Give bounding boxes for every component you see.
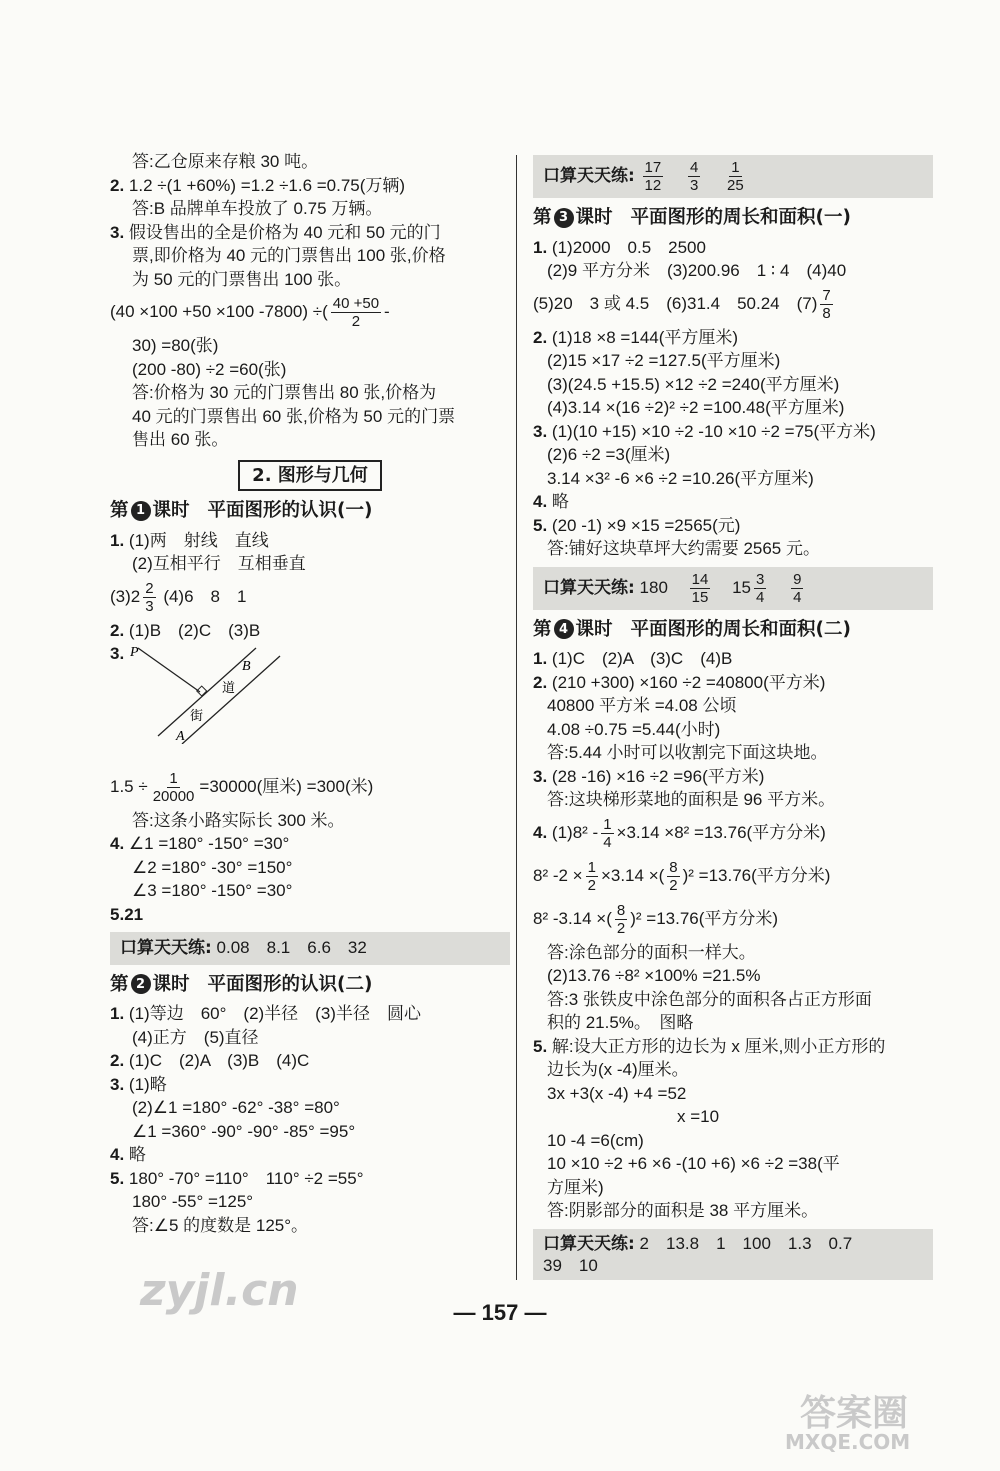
text-line: 边长为(x -4)厘米。 — [547, 1060, 689, 1079]
lesson-number-badge: 4 — [554, 619, 574, 639]
text-line: (2)9 平方分米 (3)200.96 1 ∶ 4 (4)40 — [547, 261, 847, 280]
formula-text: (40 ×100 +50 ×100 -7800) ÷( — [110, 301, 328, 321]
question-number: 1. — [533, 237, 548, 257]
formula-line: (28 -16) ×16 ÷2 =96(平方米) — [551, 766, 765, 786]
lesson-heading-3 — [533, 206, 933, 230]
lesson-prefix: 第 — [110, 500, 129, 521]
label-a: A — [176, 728, 185, 744]
answer-line: 售出 60 张。 — [132, 430, 229, 449]
fraction — [688, 159, 700, 194]
formula-line: 180° -55° =125° — [132, 1192, 254, 1211]
formula-line: 180° -70° =110° 110° ÷2 =55° — [128, 1168, 364, 1188]
question-number: 3. — [110, 222, 125, 242]
formula-text: )² =13.76(平方分米) — [682, 865, 831, 885]
lesson-number-badge: 3 — [554, 208, 574, 228]
denominator: 25 — [727, 177, 744, 194]
mental-math-answers: 0.08 8.1 6.6 32 — [216, 938, 367, 957]
denominator: 2 — [587, 876, 596, 894]
label-jie: 街 — [190, 708, 204, 724]
formula-line: 4.08 ÷0.75 =5.44(小时) — [547, 719, 721, 739]
formula-line: 30) =80(张) — [132, 336, 219, 355]
formula-text: (4)6 8 1 — [163, 586, 247, 606]
text-line: (1)两 射线 直线 — [128, 530, 269, 550]
question-number: 2. — [533, 327, 548, 347]
text-line: (2)互相平行 互相垂直 — [132, 554, 306, 573]
formula-line: (200 -80) ÷2 =60(张) — [132, 359, 287, 379]
mental-math-box — [110, 932, 510, 965]
formula-text: ×3.14 ×( — [600, 865, 665, 885]
lesson-suffix: 课时 — [575, 207, 613, 228]
formula-line: 3.14 ×3² -6 ×6 ÷2 =10.26(平方厘米) — [547, 468, 814, 488]
answer-line: 答:这条小路实际长 300 米。 — [132, 810, 345, 830]
section-title: 2. 图形与几何 — [238, 460, 382, 492]
mental-math-box — [533, 1229, 933, 1280]
numerator: 4 — [689, 159, 699, 176]
fraction — [690, 571, 711, 606]
formula-line: (2)15 ×17 ÷2 =127.5(平方厘米) — [547, 351, 781, 370]
formula-line: (2)∠1 =180° -62° -38° =80° — [132, 1098, 340, 1117]
lesson-suffix: 课时 — [152, 500, 190, 521]
question-number: 1. — [533, 649, 548, 668]
answer-line: 积的 21.5%。 图略 — [547, 1013, 694, 1032]
denominator: 4 — [756, 588, 765, 606]
formula-line: 10 ×10 ÷2 +6 ×6 -(10 +6) ×6 ÷2 =38(平 — [547, 1154, 840, 1173]
formula-line: (20 -1) ×9 ×15 =2565(元) — [551, 515, 741, 535]
text-line: (1)C (2)A (3)B (4)C — [128, 1051, 310, 1070]
text-line: (1)B (2)C (3)B — [128, 620, 261, 640]
formula-line: 10 -4 =6(cm) — [547, 1130, 644, 1150]
denominator: 15 — [691, 588, 709, 606]
formula-line: 3x +3(x -4) +4 =52 — [547, 1083, 687, 1103]
lesson-prefix: 第 — [110, 973, 129, 995]
formula-line: (210 +300) ×160 ÷2 =40800(平方米) — [551, 672, 826, 692]
formula-line — [533, 812, 933, 855]
denominator: 3 — [689, 177, 699, 194]
lesson-heading-2 — [110, 973, 510, 997]
text-line: (1)略 — [128, 1074, 167, 1094]
formula-line: 1.2 ÷(1 +60%) =1.2 ÷1.6 =0.75(万辆) — [128, 175, 406, 195]
question-number: 3. — [533, 766, 548, 786]
text-line: (4)正方 (5)直径 — [132, 1027, 259, 1047]
left-column — [110, 150, 510, 1237]
fraction — [331, 295, 381, 330]
watermark-right-cn: 答案圈 — [800, 1393, 909, 1434]
numerator: 8 — [669, 858, 678, 876]
fraction — [586, 859, 598, 894]
fraction — [151, 770, 197, 805]
lesson-prefix: 第 — [533, 207, 552, 228]
fraction — [143, 580, 155, 615]
numerator: 17 — [644, 159, 662, 176]
street-diagram — [110, 644, 510, 766]
numerator: 9 — [793, 570, 802, 588]
mixed-number-whole: 15 — [732, 577, 751, 597]
text-line: 略 — [128, 1145, 146, 1164]
text-line: 为 50 元的门票售出 100 张。 — [132, 269, 352, 289]
text-line: (1)2000 0.5 2500 — [551, 237, 706, 257]
formula-line: ∠3 =180° -150° =30° — [132, 881, 293, 900]
text-line: 假设售出的全是价格为 40 元和 50 元的门 — [128, 222, 441, 242]
denominator: 2 — [669, 876, 678, 894]
answer-line: 40 元的门票售出 60 张,价格为 50 元的门票 — [132, 406, 456, 426]
question-number: 3. — [110, 644, 125, 663]
formula-text: (1)8² - — [551, 822, 599, 842]
question-number: 4. — [533, 492, 548, 511]
answer-line: 答:铺好这块草坪大约需要 2565 元。 — [547, 539, 820, 558]
path-line — [138, 648, 200, 692]
answer-line: 答:这块梯形菜地的面积是 96 平方米。 — [547, 790, 836, 809]
lesson-prefix: 第 — [533, 618, 552, 640]
label-dao: 道 — [222, 680, 236, 696]
formula-line: (3)(24.5 +15.5) ×12 ÷2 =240(平方厘米) — [547, 374, 840, 394]
question-number: 4. — [110, 834, 125, 853]
column-divider — [516, 155, 517, 1280]
watermark-left: zyjl.cn — [140, 1265, 299, 1316]
lesson-suffix: 课时 — [152, 973, 190, 995]
numerator: 7 — [822, 286, 831, 304]
text-line: (1)等边 60° (2)半径 (3)半径 圆心 — [128, 1004, 421, 1023]
text-line: (1)C (2)A (3)C (4)B — [551, 649, 733, 668]
numerator: 2 — [145, 579, 154, 597]
question-number: 2. — [110, 1051, 125, 1070]
mental-math-answer: 180 — [639, 577, 668, 597]
formula-line: 40800 平方米 =4.08 公顷 — [547, 696, 737, 715]
fraction — [601, 816, 613, 851]
formula-text: (5)20 3 或 4.5 (6)31.4 50.24 (7) — [533, 293, 818, 313]
question-number: 5. — [533, 515, 548, 535]
lesson-heading-1 — [110, 499, 510, 523]
lesson-suffix: 课时 — [575, 618, 613, 640]
formula-line: ∠1 =180° -150° =30° — [128, 834, 290, 853]
numerator: 14 — [691, 570, 709, 588]
formula-text: 1.5 ÷ — [110, 776, 148, 796]
question-number: 2. — [533, 672, 548, 692]
lesson-title: 平面图形的认识(一) — [207, 500, 373, 521]
mental-math-box — [533, 155, 933, 198]
formula-line: (2)13.76 ÷8² ×100% =21.5% — [547, 966, 761, 985]
mental-math-label: 口算天天练: — [543, 577, 635, 598]
page-number: — 157 — — [453, 1300, 547, 1325]
lesson-number-badge: 1 — [131, 501, 151, 521]
answer-line: 答:阴影部分的面积是 38 平方厘米。 — [547, 1201, 819, 1220]
numerator: 1 — [603, 815, 612, 833]
denominator: 2 — [351, 313, 361, 330]
formula-line — [110, 576, 510, 619]
question-number: 4. — [533, 822, 548, 842]
denominator: 4 — [603, 833, 612, 851]
formula-text: =30000(厘米) =300(米) — [199, 776, 374, 796]
answer-line: 答:3 张铁皮中涂色部分的面积各占正方形面 — [547, 989, 872, 1009]
street-diagram-svg — [130, 644, 330, 744]
formula-line — [110, 766, 510, 809]
lesson-title: 平面图形的周长和面积(二) — [630, 618, 851, 640]
formula-text: )² =13.76(平方分米) — [630, 908, 779, 928]
lesson-heading-4 — [533, 618, 933, 642]
numerator: 8 — [616, 901, 626, 919]
right-column — [533, 150, 933, 1286]
question-number: 5. — [110, 1168, 125, 1188]
watermark-right-en: MXQE.COM — [785, 1430, 911, 1454]
fraction — [615, 902, 627, 937]
mental-math-answers: 2 13.8 1 100 1.3 0.7 — [639, 1233, 853, 1253]
mental-math-box — [533, 567, 933, 610]
fraction — [820, 287, 832, 322]
formula-line — [533, 283, 933, 326]
question-number: 3. — [533, 421, 548, 441]
formula-text: 8² -3.14 ×( — [533, 908, 612, 928]
answer-line: 答:涂色部分的面积一样大。 — [547, 942, 756, 962]
numerator: 40 +50 — [332, 295, 380, 312]
question-number: 1. — [110, 1004, 125, 1023]
formula-line: (1)(10 +15) ×10 ÷2 -10 ×10 ÷2 =75(平方米) — [551, 421, 876, 441]
answer-line: 答:乙仓原来存粮 30 吨。 — [132, 152, 319, 171]
fraction — [725, 159, 746, 194]
section-heading — [110, 460, 510, 492]
formula-line — [533, 855, 933, 898]
formula-line: (4)3.14 ×(16 ÷2)² ÷2 =100.48(平方厘米) — [547, 398, 845, 417]
formula-line — [110, 291, 510, 334]
fraction — [754, 571, 766, 606]
denominator: 3 — [145, 597, 154, 615]
denominator: 20000 — [152, 787, 195, 805]
street-edge-b — [182, 656, 280, 744]
text-line: 解:设大正方形的边长为 x 厘米,则小正方形的 — [551, 1036, 886, 1056]
formula-line: ∠2 =180° -30° =150° — [132, 857, 293, 877]
question-number: 4. — [110, 1145, 125, 1164]
formula-line: x =10 — [677, 1107, 720, 1126]
page-number-value: 157 — [481, 1300, 519, 1325]
numerator: 1 — [731, 159, 740, 176]
formula-text: - — [384, 301, 390, 321]
numerator: 1 — [587, 858, 596, 876]
denominator: 4 — [793, 588, 802, 606]
question-number: 2. — [110, 620, 125, 640]
denominator: 8 — [822, 304, 831, 322]
answer-line: 答:5.44 小时可以收割完下面这块地。 — [547, 743, 828, 762]
question-number: 5. — [110, 904, 125, 924]
formula-line: (2)6 ÷2 =3(厘米) — [547, 445, 671, 464]
label-p: P — [130, 644, 139, 660]
formula-text: 8² -2 × — [533, 865, 583, 885]
formula-text: (3)2 — [110, 586, 141, 606]
numerator: 1 — [169, 769, 178, 787]
formula-text: ×3.14 ×8² =13.76(平方分米) — [616, 822, 826, 842]
lesson-title: 平面图形的认识(二) — [207, 973, 373, 995]
lesson-number-badge: 2 — [131, 974, 151, 994]
fraction — [791, 571, 803, 606]
mental-math-answers: 39 10 — [543, 1255, 598, 1275]
denominator: 2 — [616, 919, 626, 937]
question-number: 2. — [110, 175, 125, 195]
text-line: 略 — [551, 492, 569, 511]
formula-line — [533, 898, 933, 941]
lesson-title: 平面图形的周长和面积(一) — [630, 207, 851, 228]
formula-line: (1)18 ×8 =144(平方厘米) — [551, 327, 739, 347]
formula-line: ∠1 =360° -90° -90° -85° =95° — [132, 1121, 356, 1141]
answer-line: 答:B 品牌单车投放了 0.75 万辆。 — [132, 199, 383, 218]
mental-math-label: 口算天天练: — [543, 165, 635, 186]
answer-value: 21 — [124, 904, 144, 924]
mental-math-label: 口算天天练: — [120, 938, 212, 958]
question-number: 5. — [533, 1036, 548, 1056]
question-number: 3. — [110, 1074, 125, 1094]
mental-math-label: 口算天天练: — [543, 1233, 635, 1254]
numerator: 3 — [756, 570, 765, 588]
formula-line: 方厘米) — [547, 1177, 604, 1197]
answer-line: 答:价格为 30 元的门票售出 80 张,价格为 — [132, 383, 437, 402]
answer-line: 答:∠5 的度数是 125°。 — [132, 1215, 309, 1235]
fraction — [667, 859, 679, 894]
question-number: 1. — [110, 530, 125, 550]
fraction — [643, 159, 664, 194]
label-b: B — [242, 658, 251, 674]
denominator: 12 — [644, 177, 662, 194]
text-line: 票,即价格为 40 元的门票售出 100 张,价格 — [132, 246, 446, 265]
